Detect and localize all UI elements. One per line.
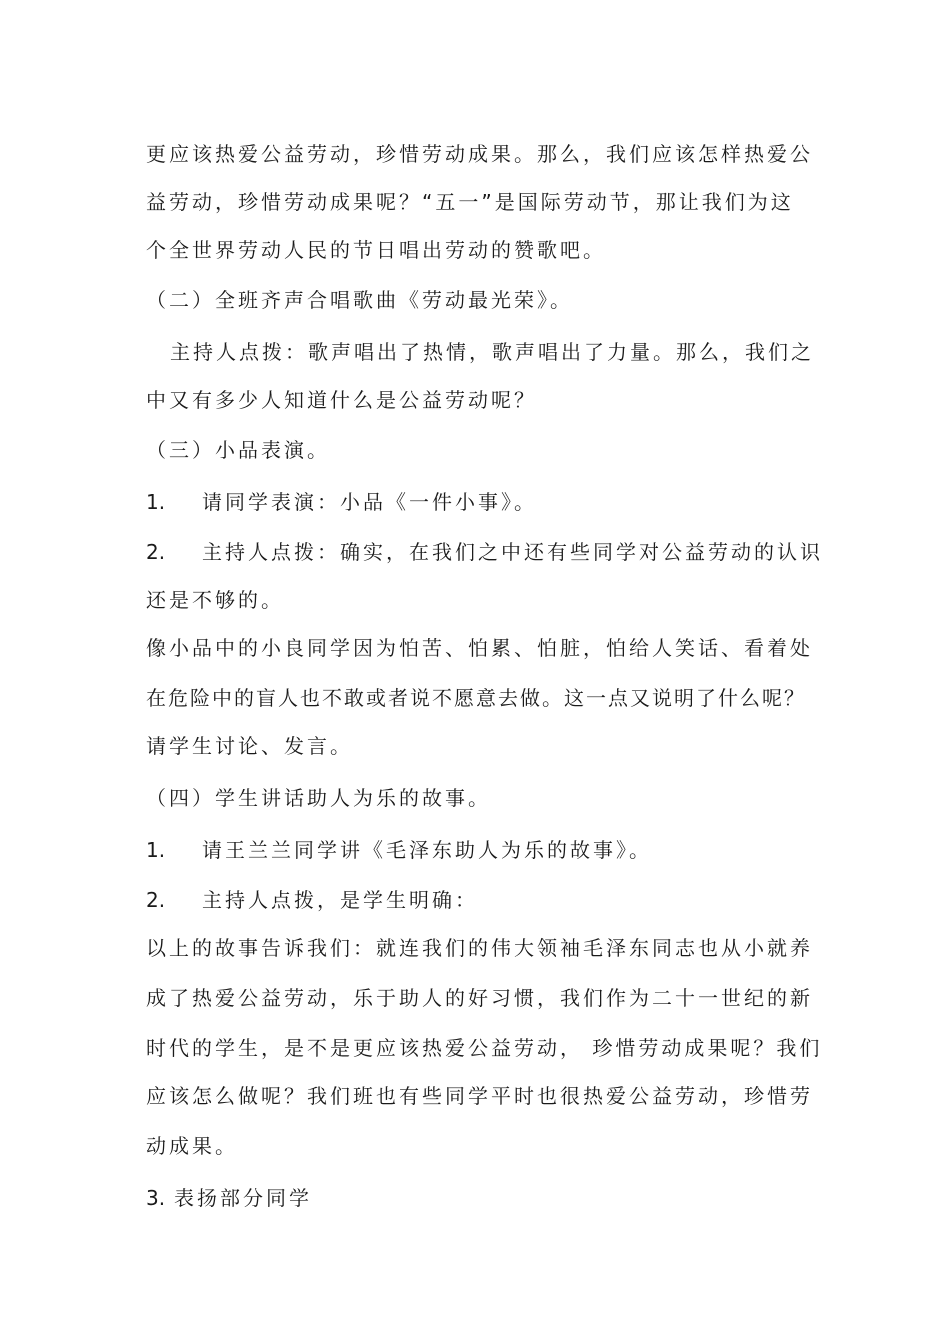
list-item-text: 请同学表演：小品《一件小事》。 (202, 490, 537, 514)
paragraph-line: 在危险中的盲人也不敢或者说不愿意去做。这一点又说明了什么呢？ (146, 686, 806, 710)
list-item-text: 表扬部分同学 (174, 1186, 312, 1210)
list-marker: 3. (146, 1186, 166, 1210)
list-marker: 2. (146, 540, 166, 564)
list-item (146, 488, 537, 516)
list-item (146, 538, 823, 566)
paragraph-line: 像小品中的小良同学因为怕苦、怕累、怕脏，怕给人笑话、看着处 (146, 636, 813, 660)
paragraph-line: 成了热爱公益劳动，乐于助人的好习惯，我们作为二十一世纪的新 (146, 986, 813, 1010)
list-marker: 2. (146, 888, 166, 912)
paragraph-line: 还是不够的。 (146, 588, 284, 612)
list-item (146, 886, 478, 914)
paragraph-line: 更应该热爱公益劳动，珍惜劳动成果。那么，我们应该怎样热爱公 (146, 142, 813, 166)
paragraph-line: 个全世界劳动人民的节日唱出劳动的赞歌吧。 (146, 238, 606, 262)
list-item (146, 836, 652, 864)
section-heading-4: （四）学生讲话助人为乐的故事。 (146, 786, 491, 810)
list-item-text: 请王兰兰同学讲《毛泽东助人为乐的故事》。 (202, 838, 652, 862)
paragraph-line: 请学生讨论、发言。 (146, 734, 353, 758)
list-item-text: 主持人点拨，是学生明确： (202, 888, 478, 912)
paragraph-line: 动成果。 (146, 1134, 238, 1158)
section-heading-3: （三）小品表演。 (146, 438, 330, 462)
list-item (146, 1184, 312, 1212)
paragraph-line: 以上的故事告诉我们：就连我们的伟大领袖毛泽东同志也从小就养 (146, 936, 813, 960)
paragraph-line: 中又有多少人知道什么是公益劳动呢？ (146, 388, 537, 412)
list-marker: 1. (146, 838, 166, 862)
paragraph-line: 时代的学生，是不是更应该热爱公益劳动， 珍惜劳动成果呢？我们 (146, 1036, 823, 1060)
list-item-text: 主持人点拨：确实，在我们之中还有些同学对公益劳动的认识 (202, 540, 823, 564)
paragraph-line: 益劳动，珍惜劳动成果呢？“五一”是国际劳动节，那让我们为这 (146, 190, 794, 214)
list-marker: 1. (146, 490, 166, 514)
paragraph-line: 主持人点拨：歌声唱出了热情，歌声唱出了力量。那么，我们之 (170, 340, 814, 364)
paragraph-line: 应该怎么做呢？我们班也有些同学平时也很热爱公益劳动，珍惜劳 (146, 1084, 813, 1108)
section-heading-2: （二）全班齐声合唱歌曲《劳动最光荣》。 (146, 288, 573, 312)
